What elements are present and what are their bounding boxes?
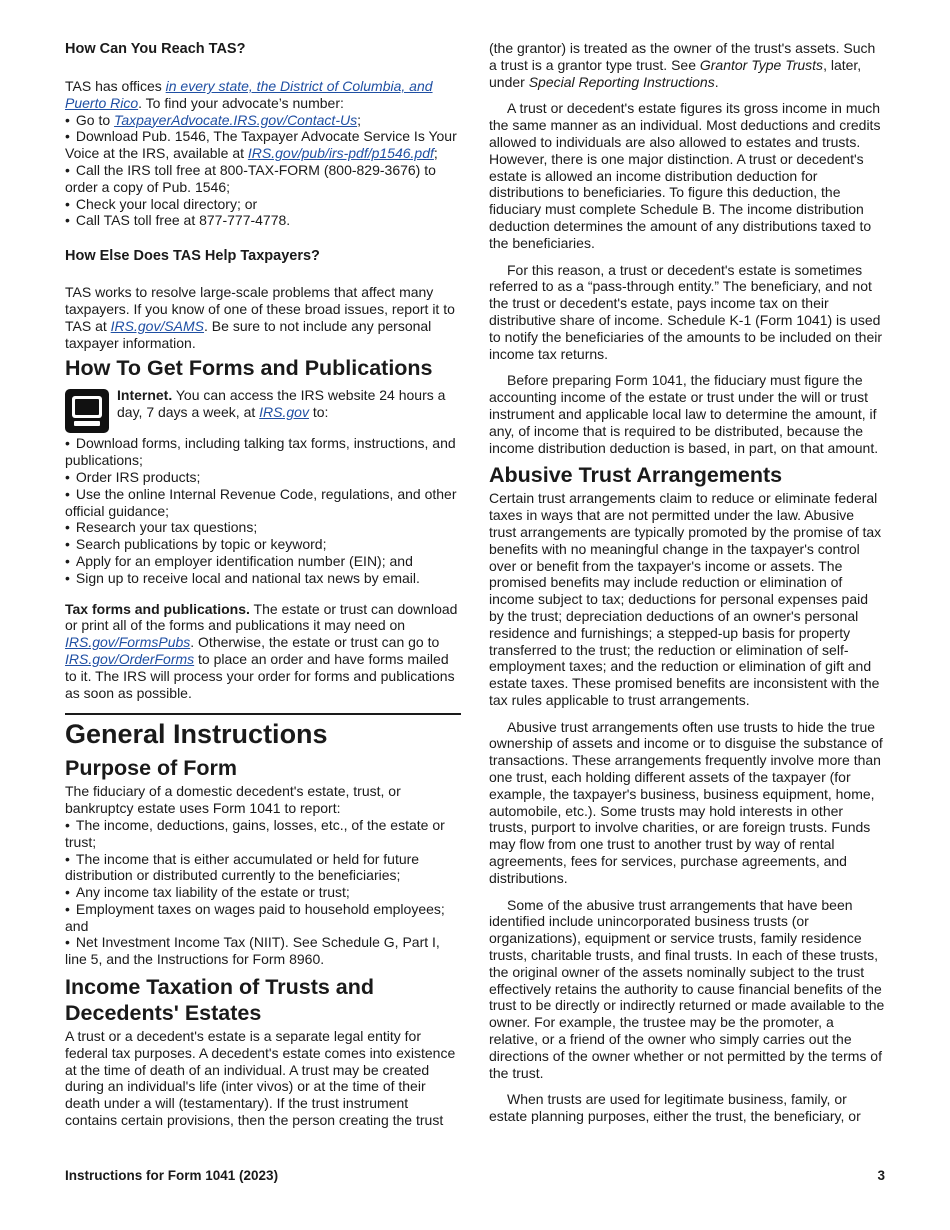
purpose-list-item: • Net Investment Income Tax (NIIT). See Schedule G, Part I, line 5, and the Instructions for Form 8960. — [65, 934, 461, 968]
abusive-trust-para-2: Abusive trust arrangements often use trusts to hide the true ownership of assets and income or to disguise the substance of transactions. These arrangements frequently involve more than one trust, each holding different assets of the taxpayer (for example, the taxpayer's business, business equipment, home, automobile, etc.). Some trusts may hold interests in other trusts, purport to involve charities, or are foreign trusts. Funds may flow from one trust to another trust by way of rental agreements, fees for services, purchase agreements, and distributions. — [489, 718, 883, 886]
internet-label: Internet. — [117, 387, 173, 404]
tas-help-text: TAS works to resolve large-scale problems that affect many taxpayers. If you know of one of these broad issues, report it to TAS at — [65, 284, 455, 334]
internet-list-item: • Sign up to receive local and national tax news by email. — [65, 570, 461, 587]
internet-list-item: • Order IRS products; — [65, 469, 461, 486]
accounting-income-para: Before preparing Form 1041, the fiduciary must figure the accounting income of the estate or trust under the will or trust instrument and applicable local law to determine the amount, if any, of income that is required to be distributed, because the income distribution deduction is based, in part, on that amount. — [489, 372, 879, 456]
purpose-list-item: • The income, deductions, gains, losses, etc., of the estate or trust; — [65, 817, 461, 851]
reach-goto-text: Go to — [75, 111, 115, 128]
reach-item-call: • Call the IRS toll free at 800-TAX-FORM (800-829-3676) to order a copy of Pub. 1546; — [65, 162, 461, 196]
reach-item-directory: • Check your local directory; or — [65, 196, 461, 213]
internet-block — [65, 387, 461, 435]
pass-through-para: For this reason, a trust or decedent's estate is sometimes referred to as a “pass-through entity.” The beneficiary, and not the trust or decedent's estate, pays income tax on their distributive share of income. Schedule K-1 (Form 1041) is used to notify the beneficiaries of the amounts to be included on their income tax returns. — [489, 261, 883, 362]
internet-text: You can access the IRS website 24 hours a day, 7 days a week, at — [117, 387, 446, 421]
internet-list-item: • Use the online Internal Revenue Code, regulations, and other official guidance; — [65, 486, 461, 520]
footer-title: Instructions for Form 1041 (2023) — [65, 1168, 279, 1183]
internet-para — [117, 387, 461, 421]
tas-help-text-end: . Be sure to not include any personal taxpayer information. — [65, 317, 432, 351]
gross-income-para: A trust or decedent's estate figures its gross income in much the same manner as an individual. Most deductions and credits allowed to individuals are also allowed to estates and trusts. However, there is one major distinction. A trust or decedent's estate is allowed an income distribution deduction for distributions to beneficiaries. To figure this deduction, the fiduciary must complete Schedule B. The income distribution deduction determines the amount of any distributions taxed to the beneficiaries. — [489, 100, 881, 251]
abusive-trust-para-1: Certain trust arrangements claim to reduce or eliminate federal taxes in ways that are not permitted under the law. Abusive trust arrangements are typically promoted by the promise of tax benefits with no meaningful change in the taxpayer's control over or benefit from the taxpayer's income or assets. The promised benefits may include reduction or elimination of income subject to tax; deductions for personal expenses paid by the trust; depreciation deductions of an owner's personal residence and furnishings; a stepped-up basis for property transferred to the trust; the reduction or elimination of self-employment taxes; and the reduction or elimination of gift and estate taxes. These promised benefits are inconsistent with the tax rules applicable to trust arrangements. — [489, 490, 882, 708]
tas-reach-heading: How Can You Reach TAS? — [65, 41, 246, 57]
purpose-list-item: • Employment taxes on wages paid to household employees; and — [65, 901, 461, 935]
legitimate-trusts-para: When trusts are used for legitimate business, family, or estate planning purposes, either the trust, the beneficiary, or — [489, 1091, 861, 1125]
reach-goto-text-end: ; — [357, 111, 361, 128]
abusive-trust-heading: Abusive Trust Arrangements — [489, 463, 783, 488]
section-divider — [65, 713, 461, 715]
forms-heading: How To Get Forms and Publications — [65, 356, 433, 381]
grantor-continuation-para — [489, 40, 885, 90]
internet-list-item: • Research your tax questions; — [65, 519, 461, 536]
left-column — [65, 40, 461, 1129]
special-reporting-ref: Special Reporting Instructions — [528, 73, 715, 90]
page-number: 3 — [877, 1168, 885, 1183]
tas-offices-link[interactable]: in every state, the District of Columbia, and Puerto Rico — [65, 78, 433, 111]
income-taxation-para: A trust or a decedent's estate is a separate legal entity for federal tax purposes. A decedent's estate comes into existence at the time of death of an individual. A trust may be created during an individual's life (inter vivos) or at the time of their death under a will (testamentary). If the trust instrument contains certain provisions, then the person creating the trust — [65, 1028, 456, 1129]
purpose-list-item: • Any income tax liability of the estate or trust; — [65, 884, 461, 901]
tax-forms-para — [65, 601, 461, 702]
tax-forms-label: Tax forms and publications. — [65, 600, 250, 617]
tas-offices-text: TAS has offices — [65, 78, 166, 94]
right-column — [489, 40, 885, 1125]
grantor-type-trusts-ref: Grantor Type Trusts — [699, 56, 824, 73]
general-instructions-heading: General Instructions — [65, 719, 328, 750]
contact-us-link[interactable]: TaxpayerAdvocate.IRS.gov/Contact-Us — [114, 111, 358, 128]
tax-forms-text: The estate or trust can download or print all of the forms and publications it may need on — [65, 600, 458, 634]
internet-list — [65, 435, 461, 586]
computer-monitor-icon — [65, 389, 109, 433]
grantor-text: (the grantor) is treated as the owner of the trust's assets. Such a trust is a grantor type trust. See — [489, 40, 876, 73]
purpose-heading: Purpose of Form — [65, 756, 238, 781]
tax-forms-text-end: to place an order and have forms mailed to it. The IRS will process your order for forms and publications as soon as possible. — [65, 650, 455, 701]
abusive-trust-para-3: Some of the abusive trust arrangements that have been identified include unincorporated business trusts (or organizations), equipment or service trusts, family residence trusts, charitable trusts, and final trusts. In each of these trusts, the original owner of the assets nominally subject to the trust effectively retains the authority to cause financial benefits of the trust to be directly or indirectly returned or made available to the owner. For example, the trustee may be the promoter, a relative, or a friend of the owner who simply carries out the directions of the owner whether or not permitted by the terms of the trust. — [489, 896, 885, 1081]
internet-list-item: • Apply for an employer identification number (EIN); and — [65, 553, 461, 570]
tas-help-heading: How Else Does TAS Help Taxpayers? — [65, 248, 320, 265]
tas-offices-para — [65, 78, 461, 112]
tax-forms-text-mid: . Otherwise, the estate or trust can go to — [190, 634, 440, 651]
purpose-list-item: • The income that is either accumulated or held for future distribution or distributed currently to the beneficiaries; — [65, 851, 461, 885]
reach-item-download — [65, 128, 461, 162]
reach-download-text: Download Pub. 1546, The Taxpayer Advocate Service Is Your Voice at the IRS, available at — [65, 128, 457, 162]
irs-gov-link[interactable]: IRS.gov — [259, 404, 309, 421]
order-forms-link[interactable]: IRS.gov/OrderForms — [65, 650, 195, 667]
pub1546-link[interactable]: IRS.gov/pub/irs-pdf/p1546.pdf — [247, 145, 434, 162]
sams-link[interactable]: IRS.gov/SAMS — [110, 317, 205, 334]
income-taxation-heading: Income Taxation of Trusts and Decedents' Estates — [65, 975, 375, 1026]
reach-item-goto — [65, 112, 461, 129]
reach-item-tas-call: • Call TAS toll free at 877-777-4778. — [65, 212, 461, 229]
purpose-list — [65, 817, 461, 968]
internet-text-end: to: — [308, 404, 329, 421]
grantor-text-end: . — [714, 73, 719, 90]
reach-list — [65, 112, 461, 230]
forms-pubs-link[interactable]: IRS.gov/FormsPubs — [65, 634, 191, 651]
reach-download-text-end: ; — [433, 145, 438, 162]
tas-offices-text-end: . To find your advocate’s number: — [138, 94, 344, 111]
internet-list-item: • Search publications by topic or keyword; — [65, 536, 461, 553]
purpose-intro: The fiduciary of a domestic decedent's estate, trust, or bankruptcy estate uses Form 1041 to report: — [65, 783, 401, 817]
internet-list-item: • Download forms, including talking tax forms, instructions, and publications; — [65, 435, 461, 469]
tas-help-para — [65, 284, 461, 351]
grantor-text-mid: , later, under — [489, 56, 862, 90]
